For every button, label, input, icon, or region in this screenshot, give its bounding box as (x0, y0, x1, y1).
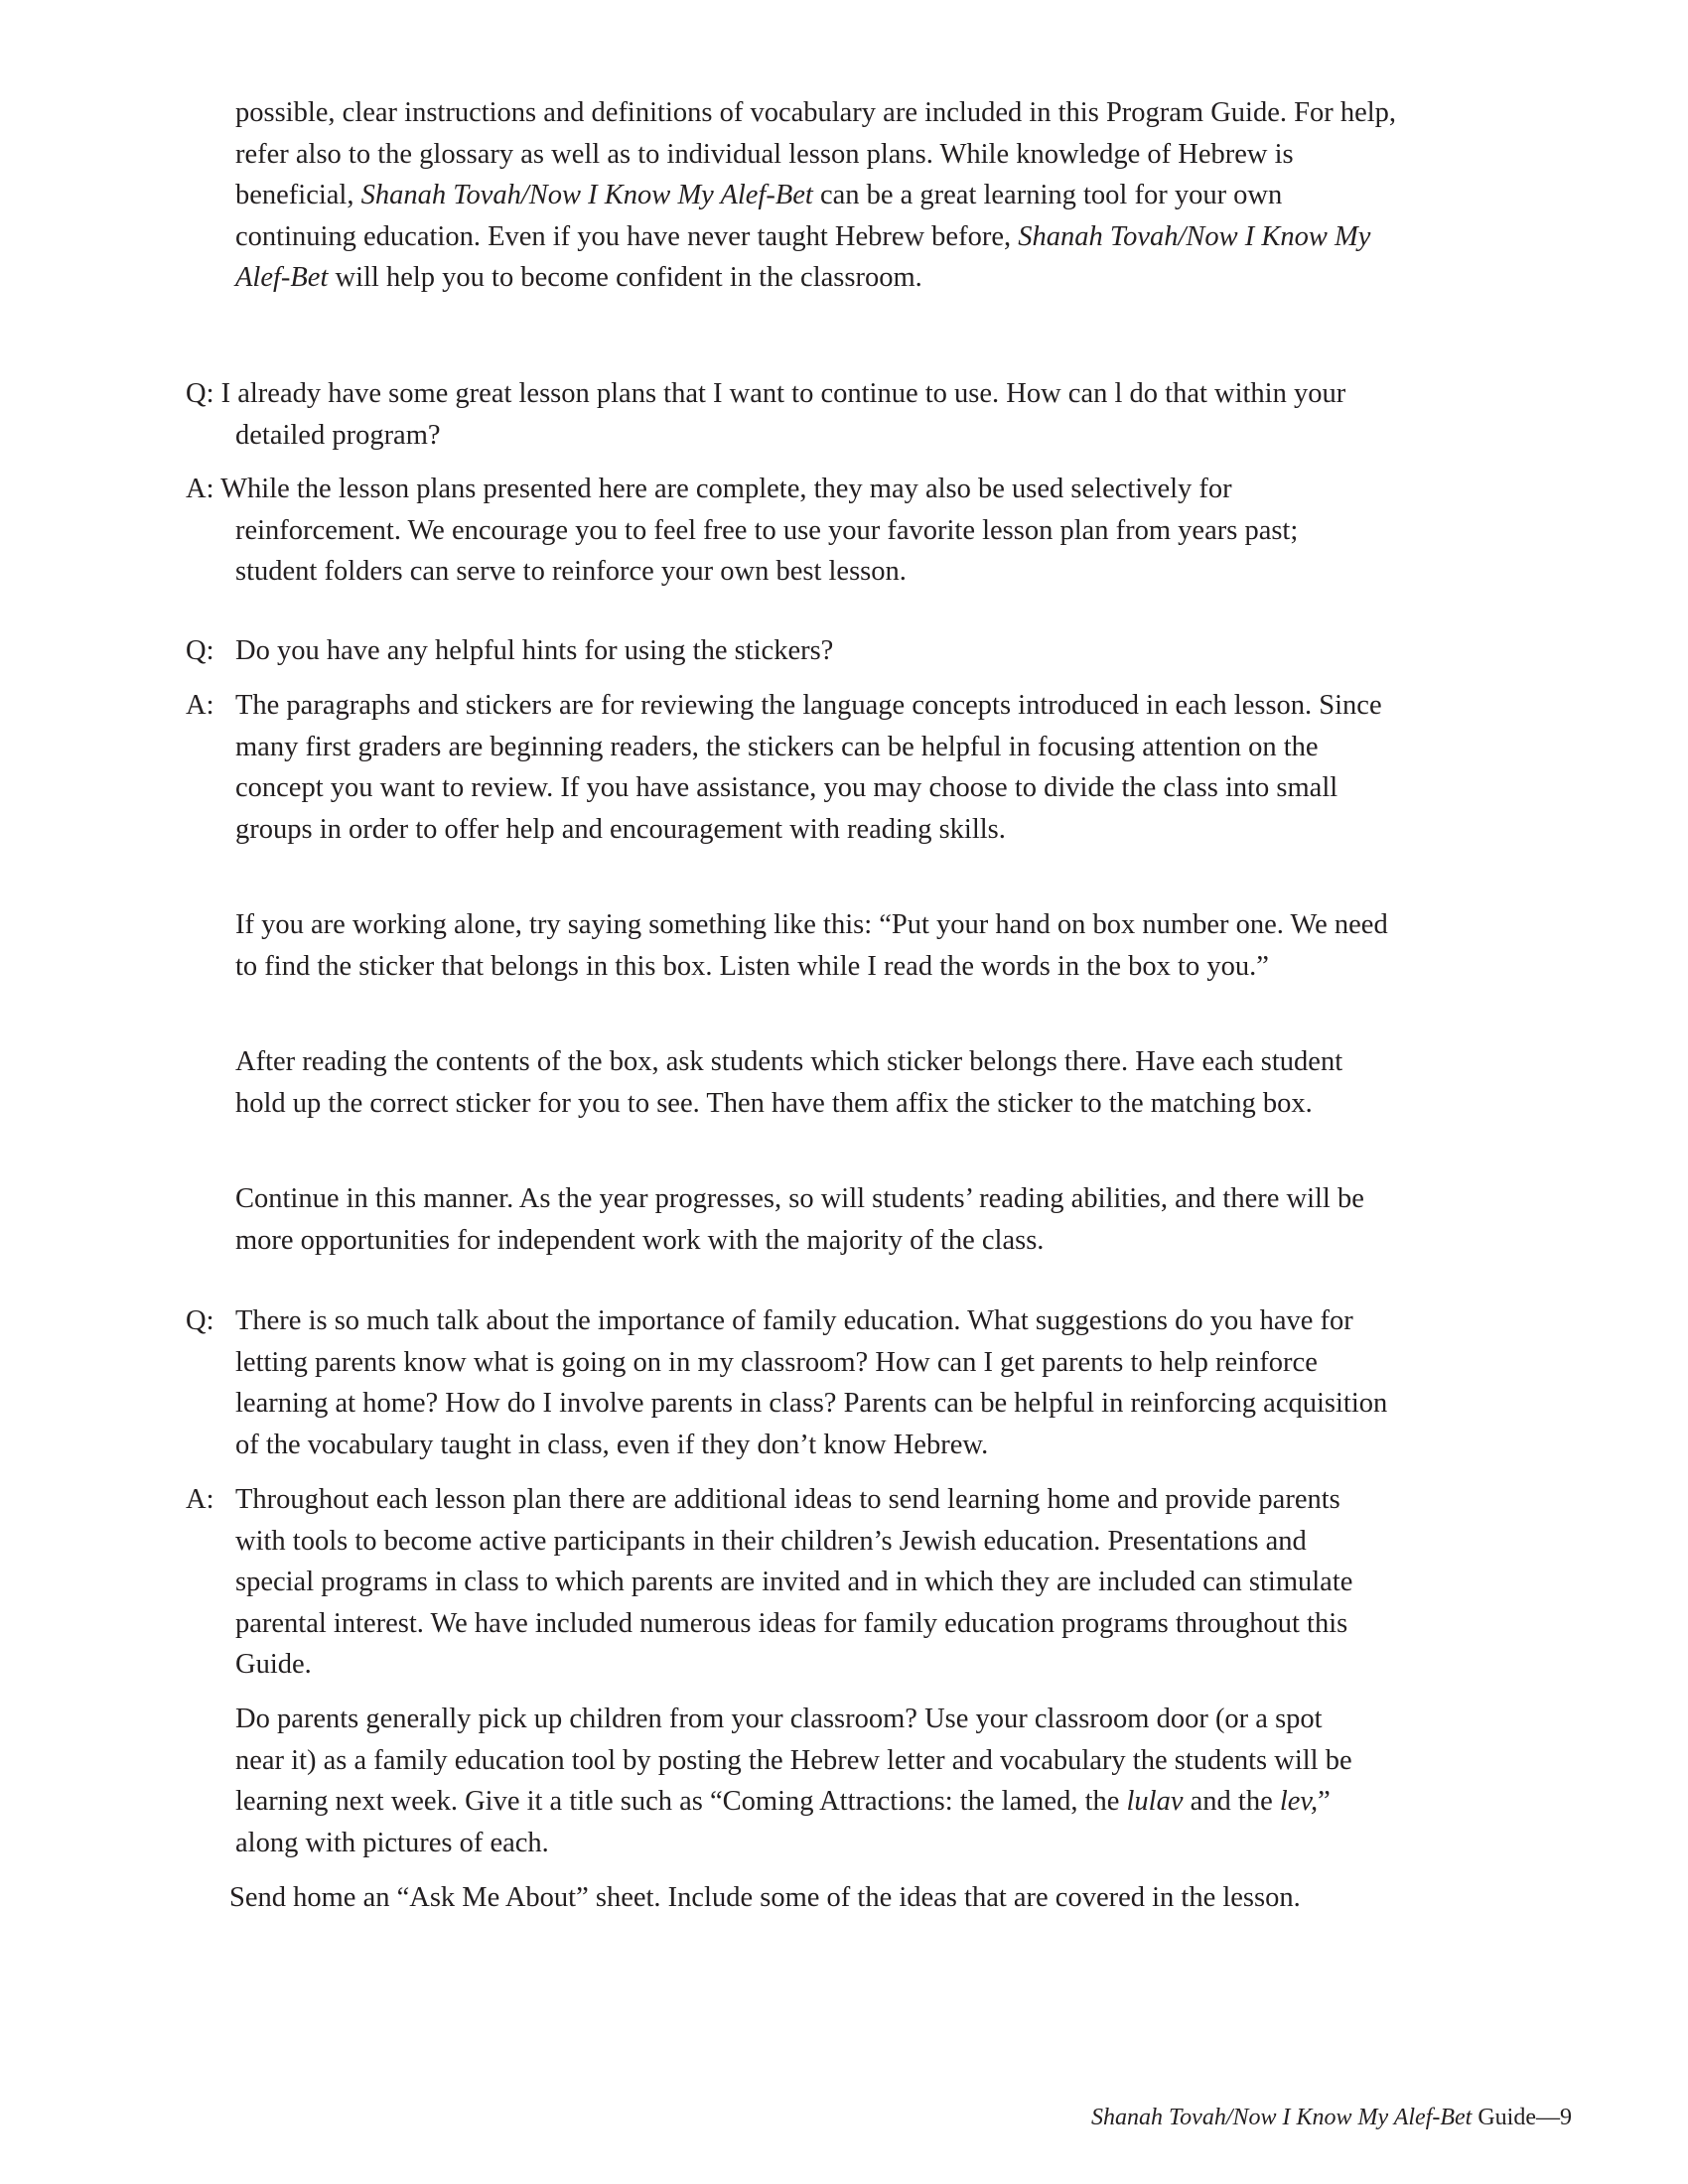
question-1-label: Q: (186, 378, 214, 409)
answer-2-paragraph-2-text: If you are working alone, try saying something like this: “Put your hand on box number one. We need to find the sticker that belongs in this box. Listen while I read the words in the box to you.” (235, 909, 1388, 982)
answer-3-label: A: (186, 1484, 214, 1515)
question-2-label: Q: (186, 635, 214, 666)
answer-2-paragraph-3-text: After reading the contents of the box, ask students which sticker belongs there. Have each student hold up the correct sticker for you to see. Then have them affix the sticker to the matching box. (235, 1046, 1343, 1119)
answer-3-text: Throughout each lesson plan there are additional ideas to send learning home and provide parents with tools to become active participants in their children’s Jewish education. Presentations and special programs in class to which parents are invited and in which they are included can stimulate parental interest. We have included numerous ideas for family education programs throughout this Guide. (235, 1484, 1353, 1680)
answer-2-paragraph-2 (235, 904, 1407, 987)
answer-2-label: A: (186, 690, 214, 721)
answer-3-paragraph-2 (235, 1699, 1377, 1863)
answer-3-paragraph-3 (229, 1877, 1332, 1919)
intro-text-2: can be a great learning tool for your own continuing education. Even if you have never taught Hebrew before, (235, 180, 1283, 252)
answer-3 (186, 1479, 1357, 1686)
answer-3-paragraph-2-text-3: ” along with pictures of each. (235, 1786, 1331, 1858)
footer-page-number: Guide—9 (1472, 2105, 1572, 2130)
intro-title-1: Shanah Tovah/Now I Know My Alef-Bet (360, 180, 813, 210)
answer-1-label: A: (186, 474, 214, 504)
footer-title: Shanah Tovah/Now I Know My Alef-Bet (1091, 2105, 1473, 2130)
page-footer (1091, 2103, 1572, 2132)
answer-3-paragraph-2-text-1: Do parents generally pick up children from your classroom? Use your classroom door (or a spot near it) as a family education tool by posting the Hebrew letter and vocabulary the students will be learning next week. Give it a title such as “Coming Attractions: the lamed, the (235, 1704, 1352, 1817)
question-1 (186, 373, 1357, 456)
intro-text-1: possible, clear instructions and definitions of vocabulary are included in this Program Guide. For help, refer also to the glossary as well as to individual lesson plans. While knowledge of Hebrew is beneficial, (235, 97, 1397, 210)
answer-2-paragraph-3 (235, 1041, 1387, 1124)
answer-1-text: While the lesson plans presented here are complete, they may also be used selectively for reinforcement. We encourage you to feel free to use your favorite lesson plan from years past; student folders can serve to reinforce your own best lesson. (220, 474, 1299, 587)
answer-3-term-lulav: lulav (1126, 1786, 1184, 1817)
intro-text-3: will help you to become confident in the classroom. (328, 262, 922, 293)
question-2-text: Do you have any helpful hints for using the stickers? (235, 635, 834, 666)
answer-3-term-lev: lev, (1279, 1786, 1319, 1817)
answer-3-paragraph-2-text-2: and the (1183, 1786, 1280, 1817)
answer-1 (186, 469, 1357, 593)
question-3 (186, 1300, 1407, 1465)
intro-paragraph (186, 92, 1407, 299)
answer-2-text: The paragraphs and stickers are for reviewing the language concepts introduced in each lesson. Since many first graders are beginning readers, the stickers can be helpful in focusing attention on the concept you want to review. If you have assistance, you may choose to divide the class into small groups in order to offer help and encouragement with reading skills. (235, 690, 1382, 845)
intro-title-2: Shanah Tovah/Now I Know My Alef-Bet (235, 220, 1371, 293)
answer-2-paragraph-4 (235, 1178, 1407, 1261)
question-2 (186, 630, 1407, 672)
question-3-text: There is so much talk about the importance of family education. What suggestions do you have for letting parents know what is going on in my classroom? How can I get parents to help reinforce learning at home? How do I involve parents in class? Parents can be helpful in reinforcing acquisition of the vocabulary taught in class, even if they don’t know Hebrew. (235, 1305, 1388, 1460)
question-3-label: Q: (186, 1305, 214, 1336)
answer-2-paragraph-4-text: Continue in this manner. As the year progresses, so will students’ reading abilities, and there will be more opportunities for independent work with the majority of the class. (235, 1183, 1364, 1256)
answer-3-paragraph-3-text: Send home an “Ask Me About” sheet. Include some of the ideas that are covered in the lesson. (229, 1882, 1301, 1913)
question-1-text: I already have some great lesson plans that I want to continue to use. How can l do that within your detailed program? (220, 378, 1346, 451)
answer-2 (186, 685, 1407, 850)
